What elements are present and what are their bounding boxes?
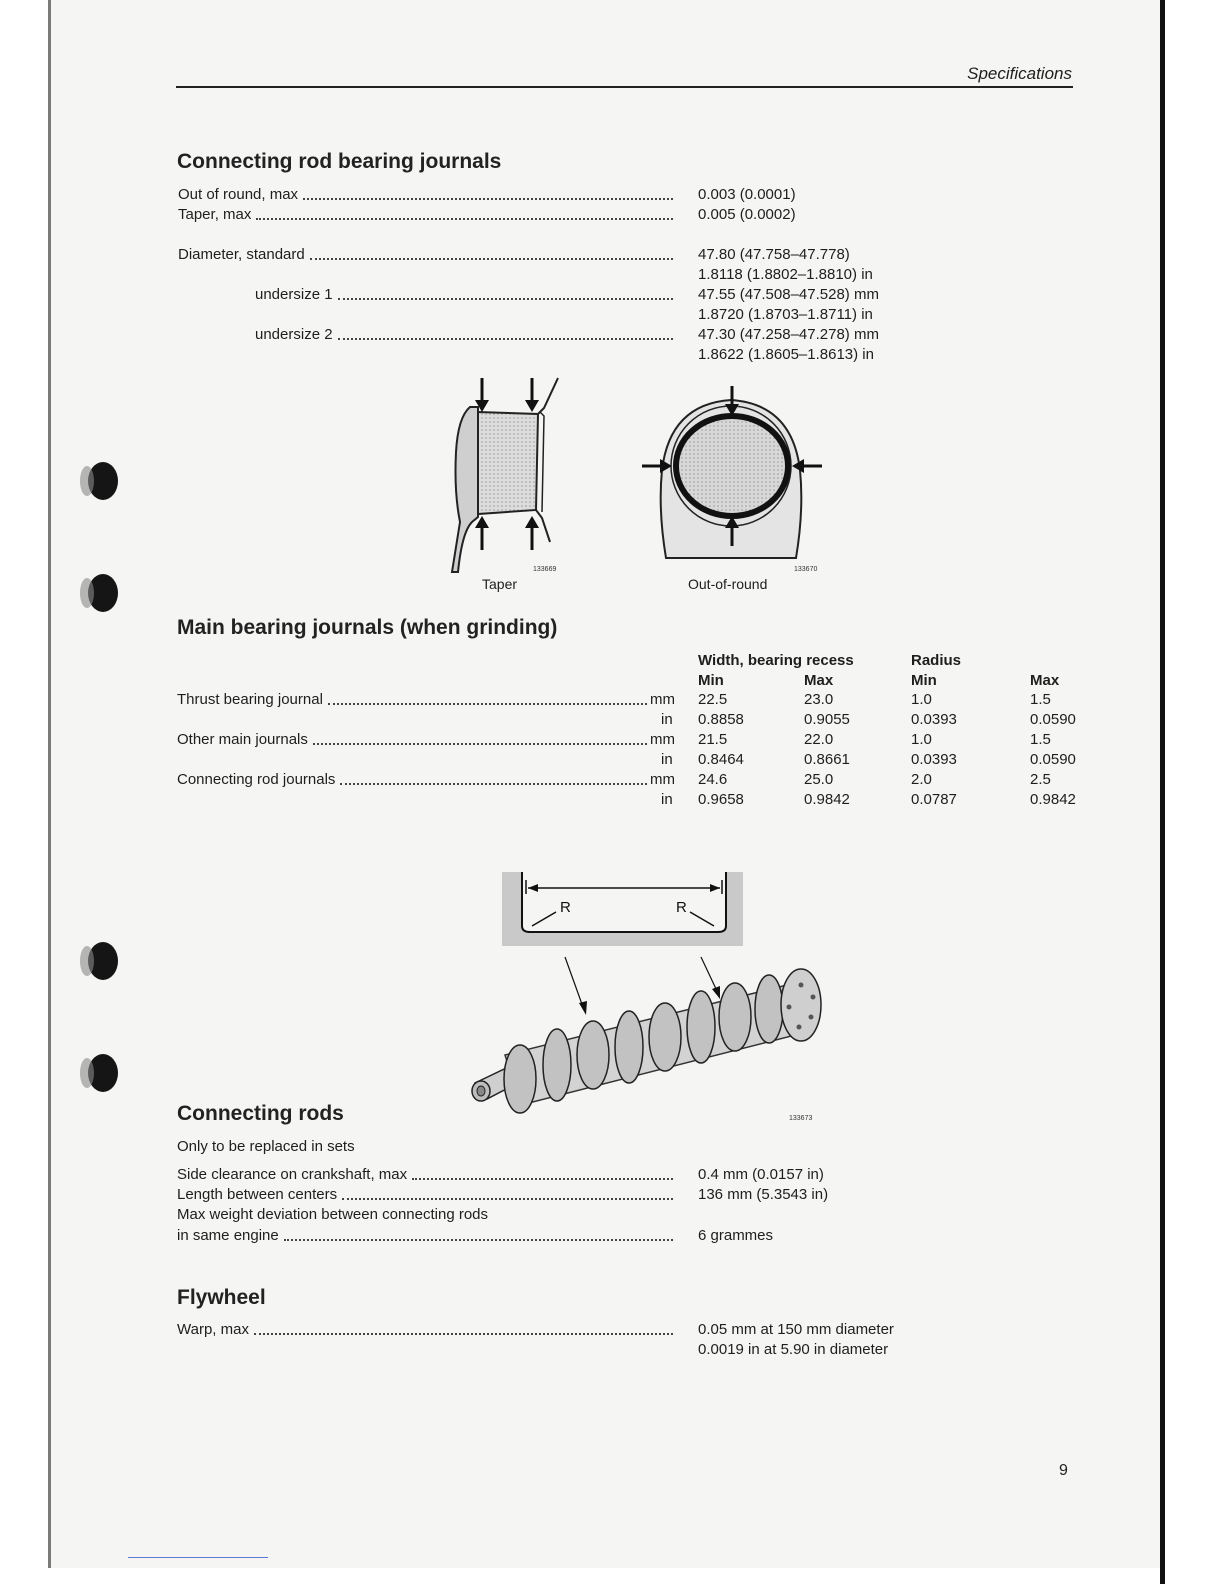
column-header: Min	[911, 672, 937, 689]
column-header: Max	[804, 672, 834, 689]
table-row-label: Connecting rod journals mm	[177, 771, 675, 788]
radius-label-left: R	[560, 899, 571, 916]
binder-hole	[88, 1054, 118, 1092]
table-cell: 0.0787	[911, 791, 957, 808]
table-cell: 0.8858	[698, 711, 744, 728]
table-cell: 22.5	[698, 691, 728, 708]
table-cell: 1.5	[1030, 731, 1051, 748]
table-row-unit: in	[661, 751, 673, 768]
spec-value: 6 grammes	[698, 1227, 774, 1244]
table-cell: 0.0393	[911, 711, 957, 728]
spec-label: undersize 1	[255, 285, 676, 305]
page-number: 9	[1059, 1462, 1068, 1479]
table-cell: 2.0	[911, 771, 932, 788]
page-right-edge	[1160, 0, 1165, 1584]
spec-value: 0.0019 in at 5.90 in diameter	[698, 1341, 889, 1358]
binder-hole	[88, 942, 118, 980]
page-left-edge	[48, 0, 51, 1568]
table-cell: 23.0	[804, 691, 834, 708]
spec-label: Diameter, standard	[178, 245, 676, 265]
table-cell: 0.0590	[1030, 711, 1076, 728]
crankshaft-illustration	[465, 955, 835, 1115]
spec-label: Max weight deviation between connecting rods	[177, 1206, 489, 1223]
figure-code: 133673	[789, 1115, 813, 1122]
header-rule	[176, 86, 1073, 88]
out-of-round-diagram	[636, 380, 826, 565]
spec-value: 1.8622 (1.8605–1.8613) in	[698, 346, 874, 363]
spec-label: undersize 2	[255, 325, 676, 345]
spec-value: 0.4 mm (0.0157 in)	[698, 1166, 824, 1183]
figure-code: 133670	[794, 566, 818, 573]
table-cell: 22.0	[804, 731, 834, 748]
table-row-unit: in	[661, 791, 673, 808]
table-row-unit: in	[661, 711, 673, 728]
spec-label: Taper, max	[178, 205, 676, 225]
table-cell: 0.8464	[698, 751, 744, 768]
section-title-flywheel: Flywheel	[177, 1286, 266, 1309]
table-cell: 0.9842	[1030, 791, 1076, 808]
binder-hole	[88, 462, 118, 500]
table-cell: 0.8661	[804, 751, 850, 768]
spec-label: Side clearance on crankshaft, max	[177, 1165, 676, 1185]
table-cell: 0.0393	[911, 751, 957, 768]
binder-hole	[88, 574, 118, 612]
section-title-connecting-rods: Connecting rods	[177, 1102, 344, 1125]
column-group-header: Radius	[911, 652, 962, 669]
table-cell: 0.9842	[804, 791, 850, 808]
table-cell: 0.0590	[1030, 751, 1076, 768]
radius-label-right: R	[676, 899, 687, 916]
column-group-header: Width, bearing recess	[698, 652, 854, 669]
spec-label: Out of round, max	[178, 185, 676, 205]
table-cell: 0.9055	[804, 711, 850, 728]
table-row-label: Thrust bearing journal mm	[177, 691, 675, 708]
spec-label: in same engine	[177, 1226, 676, 1246]
taper-diagram	[440, 372, 570, 577]
section-title-conrod-journals: Connecting rod bearing journals	[177, 150, 502, 173]
column-header: Max	[1030, 672, 1060, 689]
table-cell: 1.0	[911, 691, 932, 708]
spec-value: 0.003 (0.0001)	[698, 186, 796, 203]
table-cell: 2.5	[1030, 771, 1051, 788]
table-cell: 0.9658	[698, 791, 744, 808]
spec-value: 47.80 (47.758–47.778)	[698, 246, 850, 263]
column-header: Min	[698, 672, 724, 689]
table-row-label: Other main journals mm	[177, 731, 675, 748]
figure-caption-taper: Taper	[482, 576, 518, 592]
spec-value: 1.8720 (1.8703–1.8711) in	[698, 306, 873, 323]
table-cell: 1.5	[1030, 691, 1051, 708]
table-cell: 25.0	[804, 771, 834, 788]
section-note: Only to be replaced in sets	[177, 1138, 355, 1155]
spec-value: 47.55 (47.508–47.528) mm	[698, 286, 879, 303]
spec-value: 47.30 (47.258–47.278) mm	[698, 326, 879, 343]
spec-value: 0.005 (0.0002)	[698, 206, 796, 223]
figure-code: 133669	[533, 566, 557, 573]
table-cell: 1.0	[911, 731, 932, 748]
bearing-recess-diagram	[500, 870, 745, 952]
bottom-edge-line	[128, 1557, 268, 1558]
spec-value: 136 mm (5.3543 in)	[698, 1186, 829, 1203]
table-cell: 24.6	[698, 771, 728, 788]
section-title-main-journals: Main bearing journals (when grinding)	[177, 616, 558, 639]
spec-value: 0.05 mm at 150 mm diameter	[698, 1321, 894, 1338]
figure-caption-out-of-round: Out-of-round	[688, 576, 768, 592]
running-header: Specifications	[967, 64, 1072, 83]
table-cell: 21.5	[698, 731, 728, 748]
spec-value: 1.8118 (1.8802–1.8810) in	[698, 266, 873, 283]
spec-label: Warp, max	[177, 1320, 676, 1340]
spec-label: Length between centers	[177, 1185, 676, 1205]
